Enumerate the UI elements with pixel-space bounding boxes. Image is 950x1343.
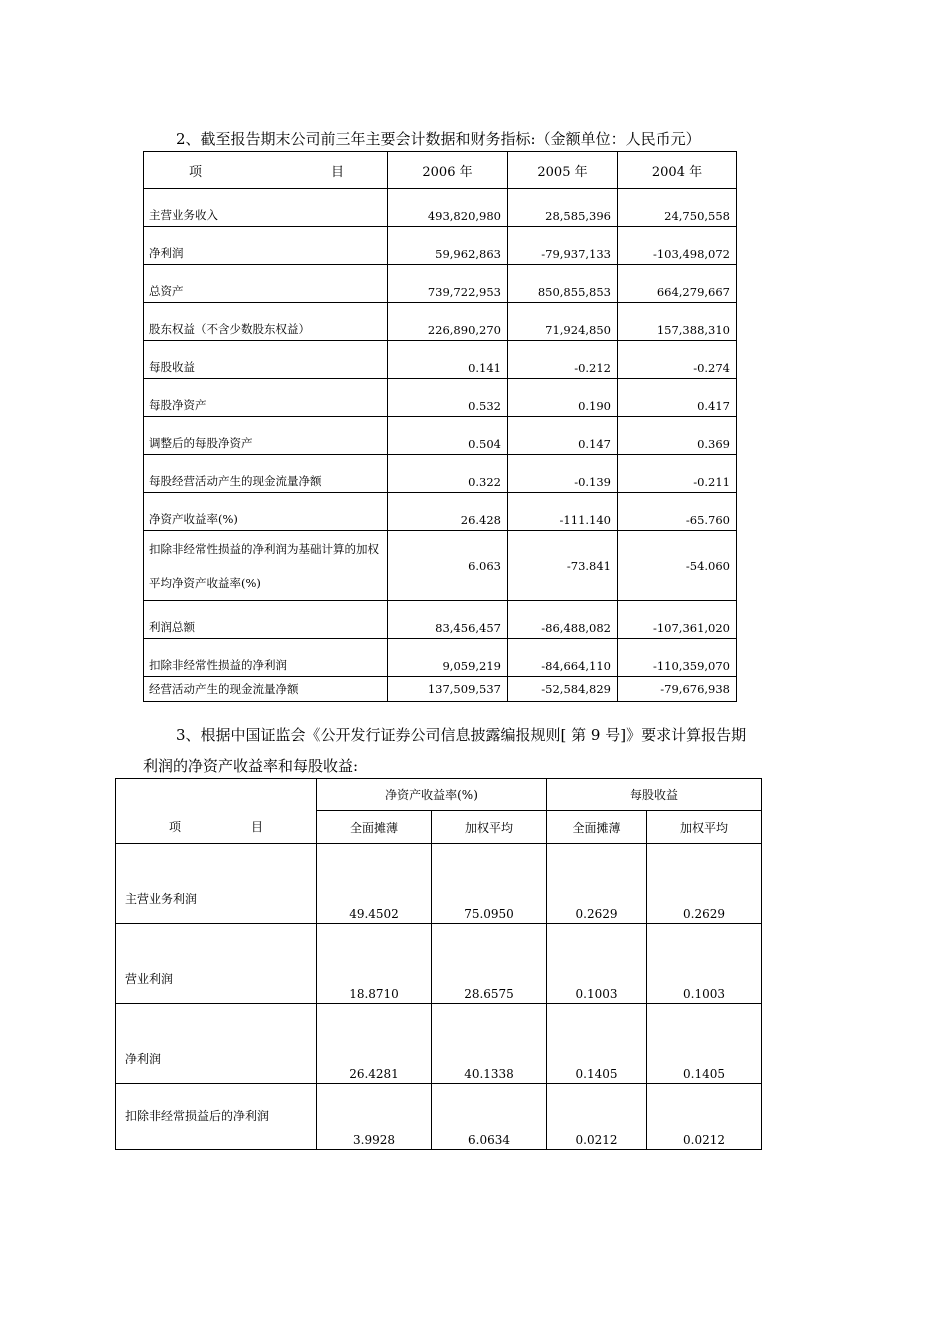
cell-value: 157,388,310 xyxy=(618,303,737,341)
row-label: 调整后的每股净资产 xyxy=(144,417,388,455)
table-row xyxy=(144,417,737,455)
table-row xyxy=(144,379,737,417)
row-label: 利润总额 xyxy=(144,601,388,639)
cell-value: -52,584,829 xyxy=(508,677,618,702)
cell-value: 3.9928 xyxy=(317,1084,432,1150)
item-header: 项 目 xyxy=(144,152,388,189)
table-row xyxy=(116,924,762,1004)
cell-value: 40.1338 xyxy=(432,1004,547,1084)
cell-value: -79,676,938 xyxy=(618,677,737,702)
cell-value: 493,820,980 xyxy=(388,189,508,227)
table-row xyxy=(144,639,737,677)
table-row xyxy=(116,1004,762,1084)
table-row xyxy=(116,1084,762,1150)
cell-value: -103,498,072 xyxy=(618,227,737,265)
table-header-row xyxy=(144,152,737,189)
row-label: 主营业务利润 xyxy=(116,844,317,924)
cell-value: 28,585,396 xyxy=(508,189,618,227)
cell-value: 83,456,457 xyxy=(388,601,508,639)
cell-value: 0.0212 xyxy=(647,1084,762,1150)
cell-value: 0.369 xyxy=(618,417,737,455)
eps-group-header: 每股收益 xyxy=(547,779,762,811)
subheader-cell: 全面摊薄 xyxy=(547,811,647,844)
cell-value: 49.4502 xyxy=(317,844,432,924)
cell-value: 9,059,219 xyxy=(388,639,508,677)
cell-value: 137,509,537 xyxy=(388,677,508,702)
row-label: 股东权益（不含少数股东权益） xyxy=(144,303,388,341)
cell-value: -73.841 xyxy=(508,531,618,601)
cell-value: -0.139 xyxy=(508,455,618,493)
row-label: 经营活动产生的现金流量净额 xyxy=(144,677,388,702)
cell-value: 6.0634 xyxy=(432,1084,547,1150)
cell-value: -65.760 xyxy=(618,493,737,531)
cell-value: -84,664,110 xyxy=(508,639,618,677)
cell-value: 0.417 xyxy=(618,379,737,417)
cell-value: -111.140 xyxy=(508,493,618,531)
cell-value: 664,279,667 xyxy=(618,265,737,303)
row-label: 扣除非经常性损益的净利润为基础计算的加权平均净资产收益率(%) xyxy=(144,531,388,601)
year-header: 2006 年 xyxy=(388,152,508,189)
financial-data-table xyxy=(143,151,737,702)
section3-heading-line1: 3、根据中国证监会《公开发行证券公司信息披露编报规则[ 第 9 号]》要求计算报告期 xyxy=(176,726,747,744)
cell-value: 24,750,558 xyxy=(618,189,737,227)
cell-value: 0.2629 xyxy=(647,844,762,924)
subheader-cell: 加权平均 xyxy=(432,811,547,844)
section3-heading-line2: 利润的净资产收益率和每股收益: xyxy=(143,757,359,775)
cell-value: -0.212 xyxy=(508,341,618,379)
table-row xyxy=(144,265,737,303)
cell-value: 59,962,863 xyxy=(388,227,508,265)
cell-value: -0.274 xyxy=(618,341,737,379)
cell-value: 226,890,270 xyxy=(388,303,508,341)
table-row xyxy=(144,303,737,341)
row-label: 每股收益 xyxy=(144,341,388,379)
cell-value: -110,359,070 xyxy=(618,639,737,677)
cell-value: 0.1003 xyxy=(647,924,762,1004)
table-row xyxy=(144,189,737,227)
cell-value: 850,855,853 xyxy=(508,265,618,303)
table-row xyxy=(144,601,737,639)
cell-value: 26.4281 xyxy=(317,1004,432,1084)
roe-group-header: 净资产收益率(%) xyxy=(317,779,547,811)
cell-value: -79,937,133 xyxy=(508,227,618,265)
cell-value: 28.6575 xyxy=(432,924,547,1004)
row-label: 主营业务收入 xyxy=(144,189,388,227)
cell-value: 71,924,850 xyxy=(508,303,618,341)
cell-value: 6.063 xyxy=(388,531,508,601)
roe-eps-table xyxy=(115,778,762,1150)
table-row xyxy=(144,493,737,531)
cell-value: 0.2629 xyxy=(547,844,647,924)
table-header-row xyxy=(116,779,762,811)
row-label: 净利润 xyxy=(116,1004,317,1084)
cell-value: 0.141 xyxy=(388,341,508,379)
table-row xyxy=(144,677,737,702)
cell-value: 75.0950 xyxy=(432,844,547,924)
row-label: 净资产收益率(%) xyxy=(144,493,388,531)
table-row xyxy=(144,531,737,601)
row-label: 营业利润 xyxy=(116,924,317,1004)
cell-value: 0.1405 xyxy=(547,1004,647,1084)
cell-value: -54.060 xyxy=(618,531,737,601)
cell-value: 0.190 xyxy=(508,379,618,417)
row-label: 每股经营活动产生的现金流量净额 xyxy=(144,455,388,493)
cell-value: 0.504 xyxy=(388,417,508,455)
table-row xyxy=(144,455,737,493)
cell-value: 0.1405 xyxy=(647,1004,762,1084)
table-row xyxy=(144,341,737,379)
table-row xyxy=(116,844,762,924)
year-header: 2005 年 xyxy=(508,152,618,189)
cell-value: -0.211 xyxy=(618,455,737,493)
cell-value: 26.428 xyxy=(388,493,508,531)
cell-value: 0.1003 xyxy=(547,924,647,1004)
cell-value: -107,361,020 xyxy=(618,601,737,639)
cell-value: -86,488,082 xyxy=(508,601,618,639)
subheader-cell: 全面摊薄 xyxy=(317,811,432,844)
row-label: 每股净资产 xyxy=(144,379,388,417)
row-label: 扣除非经常性损益的净利润 xyxy=(144,639,388,677)
cell-value: 0.322 xyxy=(388,455,508,493)
row-label: 扣除非经常损益后的净利润 xyxy=(116,1084,317,1150)
cell-value: 0.0212 xyxy=(547,1084,647,1150)
item-header: 项 目 xyxy=(116,779,317,844)
cell-value: 0.147 xyxy=(508,417,618,455)
cell-value: 18.8710 xyxy=(317,924,432,1004)
cell-value: 0.532 xyxy=(388,379,508,417)
subheader-cell: 加权平均 xyxy=(647,811,762,844)
table-row xyxy=(144,227,737,265)
section2-heading: 2、截至报告期末公司前三年主要会计数据和财务指标:（金额单位：人民币元） xyxy=(176,130,701,148)
year-header: 2004 年 xyxy=(618,152,737,189)
row-label: 总资产 xyxy=(144,265,388,303)
row-label: 净利润 xyxy=(144,227,388,265)
cell-value: 739,722,953 xyxy=(388,265,508,303)
